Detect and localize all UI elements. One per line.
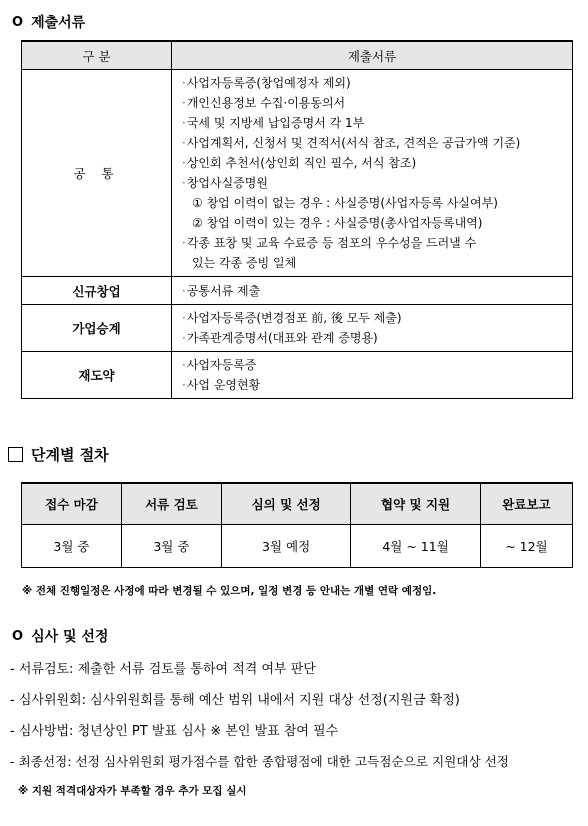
step-value: 3월 예정 [221, 525, 350, 568]
step-header: 접수 마감 [22, 483, 122, 525]
step-value: 3월 중 [22, 525, 122, 568]
list-item: ·사업자등록증 [182, 358, 257, 372]
table-row [22, 70, 573, 277]
list-subitem: ② 창업 이력이 있는 경우 : 사실증명(총사업자등록내역) [192, 216, 483, 230]
step-header: 협약 및 지원 [351, 483, 480, 525]
list-item: ·사업 운영현황 [182, 378, 261, 392]
list-item: ·사업계획서, 신청서 및 견적서(서식 참조, 견적은 공급가액 기준) [182, 136, 521, 150]
section-title: 심사 및 선정 [31, 629, 109, 645]
header-documents: 제출서류 [172, 41, 573, 70]
list-item: ·사업자등록증(창업예정자 제외) [182, 76, 351, 90]
circle-bullet: O [12, 14, 24, 30]
step-header: 완료보고 [480, 483, 572, 525]
section-heading-review [12, 626, 108, 646]
review-line: - 서류검토: 제출한 서류 검토를 통하여 적격 여부 판단 [10, 662, 316, 677]
list-item-continuation: 있는 각종 증빙 일체 [192, 256, 297, 270]
list-item: ·창업사실증명원 [182, 176, 268, 190]
list-item: ·공통서류 제출 [182, 283, 261, 298]
review-line: - 심사방법: 청년상인 PT 발표 심사 ※ 본인 발표 참여 필수 [10, 724, 339, 739]
step-value: 3월 중 [121, 525, 221, 568]
category-cell: 공 통 [22, 70, 172, 277]
header-category: 구 분 [22, 41, 172, 70]
items-cell [172, 305, 573, 352]
section-heading-steps [8, 444, 109, 465]
list-item: ·사업자등록증(변경점포 前, 後 모두 제출) [182, 311, 402, 325]
table-row [22, 525, 573, 568]
category-cell: 가업승계 [22, 305, 172, 352]
table-header-row [22, 483, 573, 525]
table-row [22, 352, 573, 399]
table-row [22, 305, 573, 352]
review-line: - 최종선정: 선정 심사위원회 평가점수를 합한 종합평점에 대한 고득점순으로 지원대상 선정 [10, 754, 509, 769]
step-header: 서류 검토 [121, 483, 221, 525]
table-header-row [22, 41, 573, 70]
list-item: ·국세 및 지방세 납입증명서 각 1부 [182, 116, 365, 130]
list-item: ·가족관계증명서(대표와 관계 증명용) [182, 331, 378, 345]
square-bullet-icon [8, 447, 23, 462]
step-value: 4월 ~ 11월 [351, 525, 480, 568]
items-cell [172, 352, 573, 399]
list-item: ·상인회 추천서(상인회 직인 필수, 서식 참조) [182, 156, 417, 170]
review-line: - 심사위원회: 심사위원회를 통해 예산 범위 내에서 지원 대상 선정(지원금 확정) [10, 693, 460, 708]
documents-table [21, 40, 573, 399]
circle-bullet: O [12, 628, 24, 644]
step-value: ~ 12월 [480, 525, 572, 568]
items-cell [172, 70, 573, 277]
section-title: 단계별 절차 [31, 446, 109, 464]
category-cell: 신규창업 [22, 277, 172, 305]
section-heading-documents [12, 12, 85, 32]
steps-table [21, 482, 573, 568]
list-item: ·개인신용정보 수집·이용동의서 [182, 96, 346, 110]
recruit-note: ※ 지원 적격대상자가 부족할 경우 추가 모집 실시 [18, 785, 247, 797]
step-header: 심의 및 선정 [221, 483, 350, 525]
items-cell [172, 277, 573, 305]
section-title: 제출서류 [31, 15, 86, 31]
schedule-note: ※ 전체 진행일정은 사정에 따라 변경될 수 있으며, 일정 변경 등 안내는 개별 연락 예정임. [22, 585, 437, 597]
list-subitem: ① 창업 이력이 없는 경우 : 사실증명(사업자등록 사실여부) [192, 196, 498, 210]
list-item: ·각종 표창 및 교육 수료증 등 점포의 우수성을 드러낼 수 [182, 236, 477, 250]
category-cell: 재도약 [22, 352, 172, 399]
table-row [22, 277, 573, 305]
